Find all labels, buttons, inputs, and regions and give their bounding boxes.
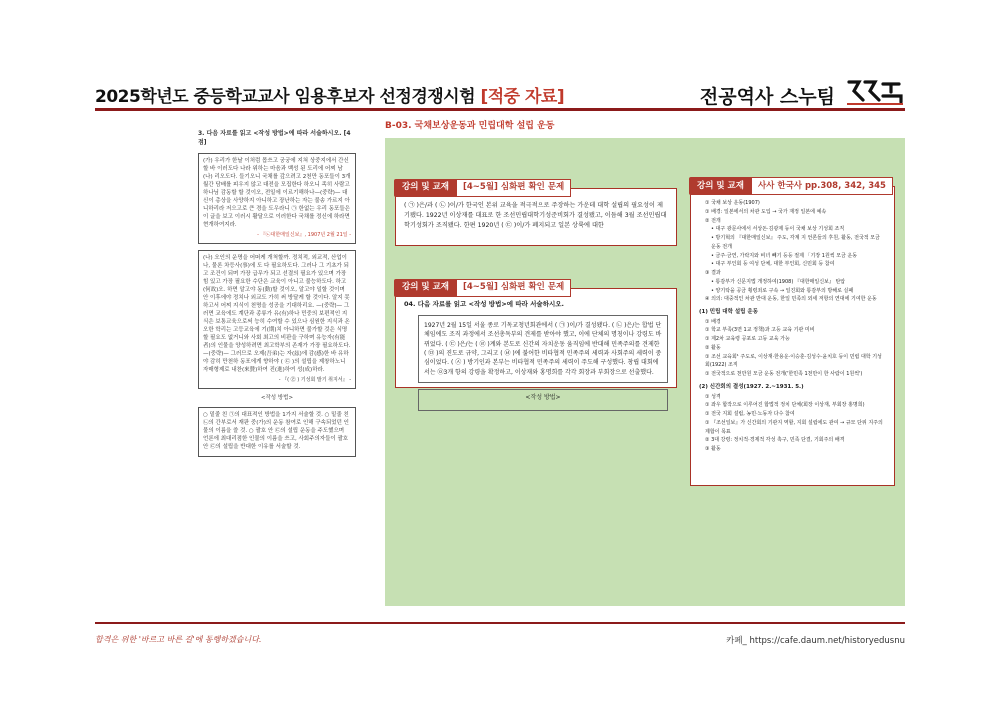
passage-na-text: (나) 오인의 운명을 어떠케 개척할까. 정치적, 외교적, 산업이나, 물론 차등사(事)에 도 다 필요하도다. 그러나 그 기초가 되고 조건이 되며 가장 급무가 되고 선결의 필요가 있으며 가장 힘 있고 가장 필요한 수단은 교육이 아니고 불능하도다. 하고(何故)오. 하면 알고야 동(動)할 것이오, 알고야 일할 것이며 안 이후에야 정치나 외교도 가히 써 방달케 할 것이다. 알지 못하고서 어찌 지식이 천명을 성공을 기대하리요. —(중략)— 그러면 교육에도 계단과 종류가 유(有)하나 민중의 보편적인 지식은 보통교육으로써 능히 수여할 수 있으나 심원한 지식과 온오한 학리는 고등교육에 기(期)치 아니하면 불가할 것은 식명할 필요도 없거니와 사회 최고의 비판을 구하며 유능자(有能者)의 인물을 양성하려면 최고학부의 존재가 가장 필요하도다. —(중략)— 그러므로 오제(吾弟)는 자(玆)에 감(感)한 바 유하야 감히 만천하 동포에게 향하야 ( ㉢ )의 설립을 제창하노니 자매형제로 내찬(來贊)하여 진(進)하여 성(成)하라. [203, 255, 351, 373]
note-line: • 금주·금연, 가락지와 비녀 빼기 등등 절제 「기장 1원씩 모금 운동 [711, 252, 858, 259]
note-line: ① 제2차 교육령 공포로 고등 교육 가능 [705, 336, 790, 343]
panel-2-tab [394, 279, 571, 297]
brand-logo [843, 76, 905, 106]
footer-cafe-link[interactable]: 카페_ https://cafe.daum.net/historyedusnu [726, 636, 905, 646]
note-line: ① 배경 [705, 318, 721, 325]
method-title: <작성 방법> [260, 395, 294, 402]
note-line: ② 3대 강령: 정치적·경제적 각성 촉구, 민족 단결, 기회주의 배격 [705, 437, 845, 444]
note-line: (2) 신간회의 결성(1927. 2.~1931. 5.) [699, 383, 804, 390]
title-main: 2025학년도 중등학교교사 임용후보자 선정경쟁시험 [95, 87, 481, 107]
note-line: • 방기혁의 『대한매일신보』 주도, 각계 지 언론들의 후원, 활동, 전국적 모금 운동 전개 [711, 235, 880, 250]
note-line: ① 전국적으로 천만원 모금 운동 전개('한민족 1천만이 한 사람이 1원씩') [705, 371, 863, 378]
footer-slogan: 합격은 위한 '바르고 바른 길'에 동행하겠습니다. [95, 635, 262, 644]
passage-ga-text: (가) 우리가 한날 이처럼 몹쓰고 궁궁에 지쳐 상중지에서 간신 할 바 이러도다 나라 위하는 마음과 백성 된 도리에 어찌 남(나) 리오도다. 들기오니 국채를 갚으려고 2천만 동포들이 3개월간 담배를 피우지 않고 대전을 모집한다 하오니 족히 사람고 하나님 감동할 할 것이오, 전일에 이르기해하나—(중략)— 대신이 총상을 사양하지 아니하고 장난하는 자는 불송 가르지 아니하리라 저으고로 큰 경을 도우라니 ㉠ 한없는 우리 동포들은 이 글을 보고 이러시 활달으로 이러한다 국채를 정신에 하라면 현개하여지라. [203, 158, 351, 229]
panel-2-method: <작성 방법> [418, 389, 668, 411]
passage-ga-source: - 『㉡대한매일신보』, 1907년 2월 21일 - [257, 232, 351, 239]
passage-ga [198, 153, 356, 244]
note-line: ① 학교 부족(3면 1교 정책)과 고등 교육 기관 미비 [705, 327, 815, 334]
panel-2-passage: 1927년 2월 15일 서울 종로 기독교청년회관에서 ( ㉠ )이/가 결성됐다. ( ㉡ )은/는 합법 단체임에도 조직 과정에서 조선총독부의 견제를 받아야 했고, 이에 단체의 명칭이나 강령도 바뀌었다. ( ㉢ )은/는 ( ㉣ )계와 본도로 신간의 자치운동 움직임에 반대해 민족주의를 견제한 ( ㉤ )의 진도로 규약, 그리고 ( ㉥ )에 불어한 비타협적 민족주의 세력과 사회주의 세력이 중심이었다. ( ㉦ ) 방기인과 본부는 비타협적 민족주의 세력이 주도해 구성했다. 창립 대회에서는 ㉧3개 항의 강령을 확정하고, 이상재와 홍명희를 각각 회장과 부회장으로 선출했다. [418, 315, 668, 383]
panel-lecture-2 [395, 282, 677, 401]
note-line: ④ 의의: 대중적인 차관 반대 운동, 한일 민족의 외세 저항의 연대에 기여한 운동 [705, 296, 877, 303]
panel-2-question: 04. 다음 자료를 읽고 <작성 방법>에 따라 서술하시오. [404, 300, 565, 308]
page-header [95, 78, 905, 108]
note-line: • 양기탁을 공금 횡령죄로 구속 → 일진회와 통감부의 방해로 실패 [711, 287, 854, 294]
section-title: B-03. 국채보상운동과 민립대학 설립 운동 [385, 121, 555, 131]
note-line: (1) 민립 대학 설립 운동 [699, 309, 759, 315]
panel-lecture-1 [395, 182, 677, 246]
question-heading: 3. 다음 자료를 읽고 <작성 방법>에 따라 서술하시오. [4점] [198, 130, 351, 146]
panel-3-label: 사사 한국사 pp.308, 342, 345 [752, 177, 893, 195]
brand-name: 전공역사 스누팀 [699, 86, 835, 108]
note-line: ② 전개 [705, 217, 721, 224]
title-accent: [적중 자료] [480, 87, 565, 107]
panel-2-label: [4~5월] 심화편 확인 문제 [457, 279, 571, 297]
passage-na [198, 250, 356, 389]
note-line: • 대구 부인회 등 여성 단체, 대한 부인회, 신민회 등 참여 [711, 261, 835, 268]
note-line: • 통감부가 신문지법 개정하여(1908) 『대한매일신보』 탄압 [711, 278, 846, 285]
panel-textbook [690, 180, 895, 486]
panel-2-tag: 강의 및 교재 [394, 279, 457, 297]
method-box: ○ 밑줄 친 ㉠의 대표적인 방법을 1가지 서술할 것. ○ 밑줄 친 ㉡의 간부로서 재판 중(가)의 운동 참여로 인해 구속되었던 인물의 이름을 쓸 것. ○ 괄호 안 ㉢의 설립 운동을 주도했으며 언론에 최대리점한 인물의 이름을 쓰고, 사회주의자들이 괄호 안 ㉢의 설립을 반대한 이유를 서술할 것. [198, 407, 356, 457]
note-line: ③ 활동 [705, 446, 721, 452]
note-line: • 대구 광문사에서 서상돈·김광제 등이 국채 보상 기성회 조직 [711, 226, 845, 233]
note-line: ③ 결과 [705, 270, 721, 276]
passage-na-source: - 『( ㉣ ) 기성회 발기 취지서』 - [278, 376, 351, 383]
note-line: ① 성격 [705, 393, 721, 400]
panel-1-tag: 강의 및 교재 [394, 179, 457, 197]
note-line: ② 활동 [705, 344, 721, 351]
panel-3-tab [689, 177, 893, 195]
note-line: ① 조선 교육회¹ 주도로, 이상재·한용운·이승훈·김성수·윤치호 등이 민립 대학 기성회(1922) 조직 [705, 353, 882, 369]
panel-1-tab [394, 179, 571, 197]
panel-3-tag: 강의 및 교재 [689, 177, 752, 195]
exam-question [198, 130, 356, 608]
page-title [95, 82, 564, 107]
note-line: ① 좌우 합작으로 이루어진 합법적 정치 단체(회장 이상재, 부회장 홍명희) [705, 402, 865, 409]
note-line: ① 전국 지회 설립, 농민·노동자 다수 참여 [705, 411, 795, 417]
footer-rule [95, 622, 905, 624]
note-line: ① 국채 보상 운동(1907) [705, 200, 760, 206]
panel-1-text: ( ㉠ )은/과 ( ㉡ )이/가 한국인 본위 교육을 적극적으로 주장하는 가운데 대학 설립의 필요성이 제기됐다. 1922년 이상재를 대표로 한 조선민립대학기성준비회가 결성됐고, 이듬해 3월 조선민립대학기성회가 조직됐다. 한편 1920년 ( ㉢ )이/가 폐지되고 일본 상륙에 대한 [404, 202, 667, 229]
panel-1-label: [4~5월] 심화편 확인 문제 [457, 179, 571, 197]
note-line: ① 배경: 일본에서의 차관 도입 → 국가 재정 일본에 예속 [705, 208, 827, 215]
panel-3-notes [699, 199, 886, 454]
note-line: ① 『조선일보』가 신간회의 기관지 역할, 지회 설립에도 관여 → 규모 단위 지주의 제합이 목표 [705, 419, 883, 435]
reference-area [385, 118, 905, 606]
green-background [385, 138, 905, 606]
header-rule [95, 108, 905, 111]
